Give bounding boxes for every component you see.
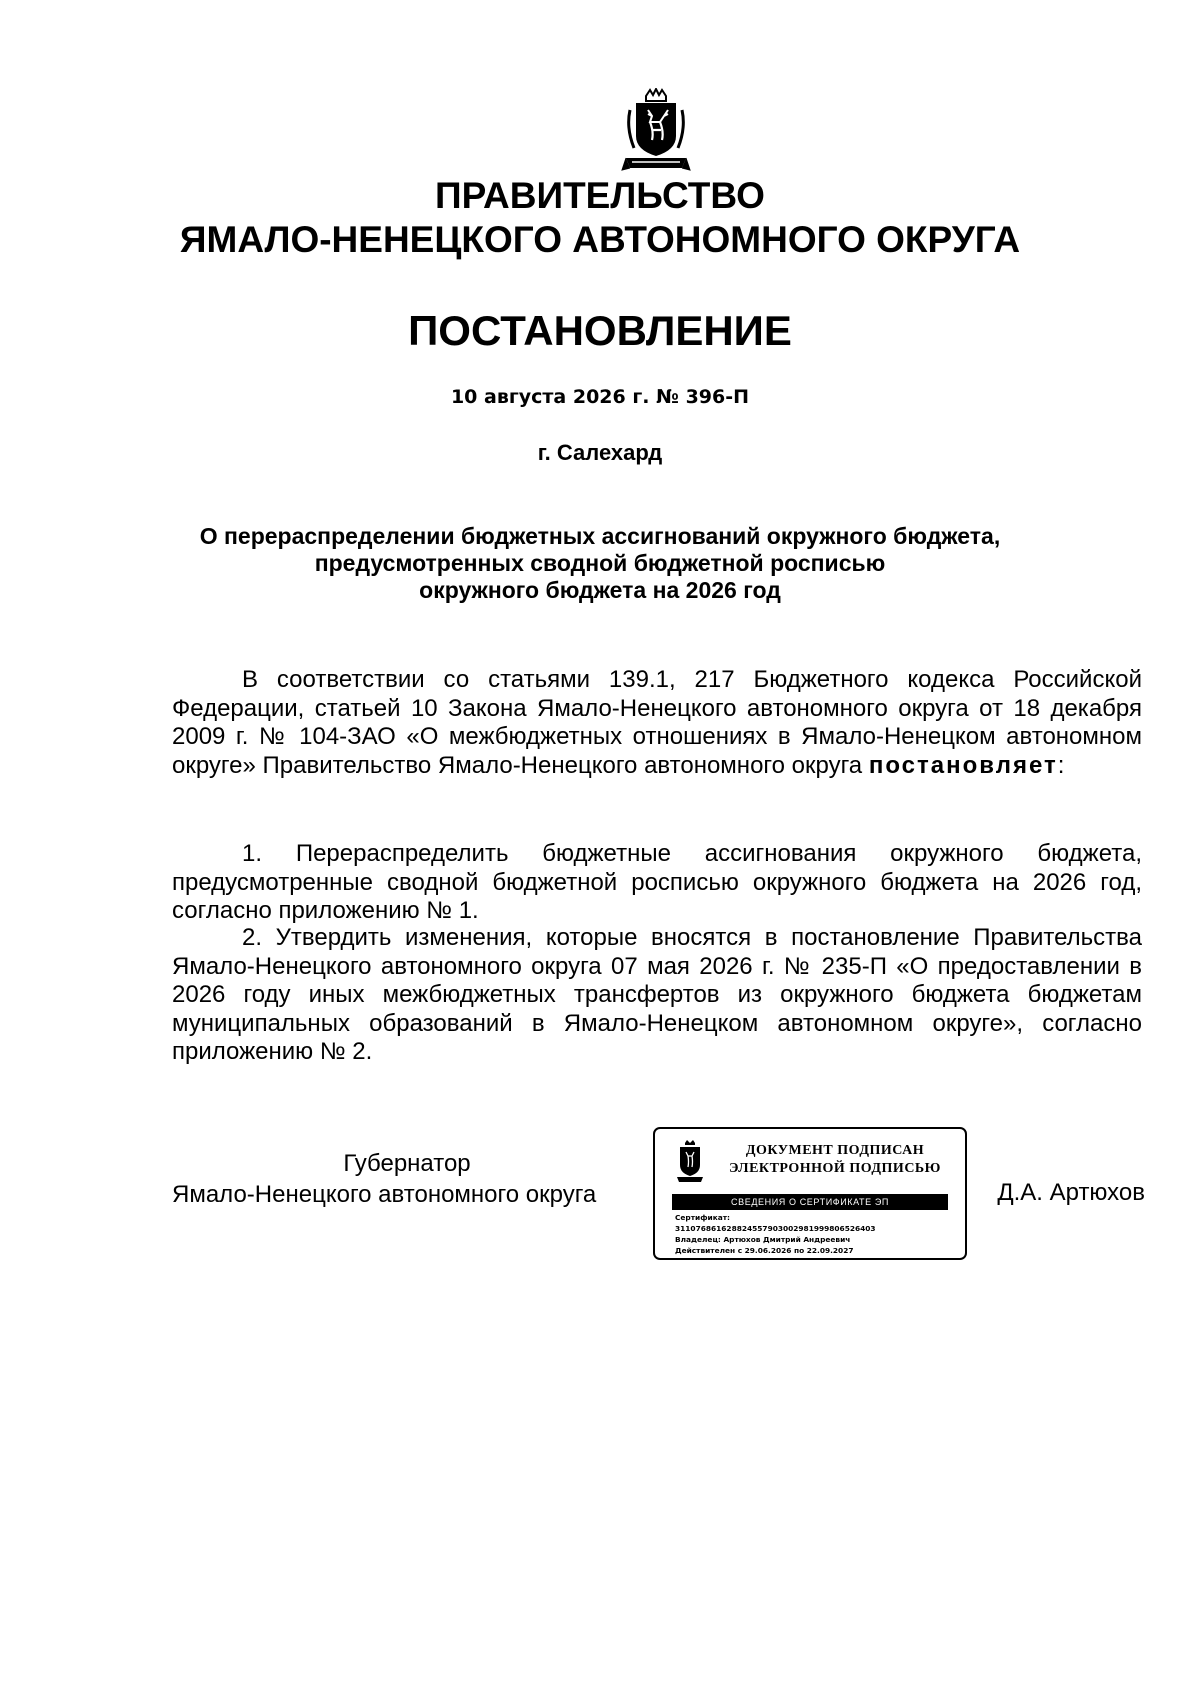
stamp-certificate-info bbox=[675, 1212, 960, 1256]
signatory-name: Д.А. Артюхов bbox=[997, 1179, 1145, 1206]
coat-of-arms-icon bbox=[620, 88, 692, 178]
preamble-paragraph bbox=[172, 666, 1142, 780]
stamp-certificate-bar: СВЕДЕНИЯ О СЕРТИФИКАТЕ ЭП bbox=[672, 1194, 948, 1210]
government-name-line1: ПРАВИТЕЛЬСТВО bbox=[435, 175, 765, 216]
signatory-position-line1: Губернатор bbox=[343, 1150, 471, 1177]
signatory-position-line2: Ямало-Ненецкого автономного округа bbox=[172, 1181, 597, 1208]
signatory-position bbox=[172, 1148, 642, 1210]
certificate-owner: Владелец: Артюхов Дмитрий Андреевич bbox=[675, 1235, 851, 1244]
stamp-title-line1: ДОКУМЕНТ ПОДПИСАН bbox=[745, 1143, 925, 1158]
resolution-item-1: 1. Перераспределить бюджетные ассигнования окружного бюджета, предусмотренные сводной бюджетной росписью окружного бюджета на 2026 год, согласно приложению № 1. bbox=[172, 840, 1142, 925]
document-subject bbox=[100, 523, 1100, 604]
preamble-text: В соответствии со статьями 139.1, 217 Бюджетного кодекса Российской Федерации, статьей 10 Закона Ямало-Ненецкого автономного округа от 18 декабря 2009 г. № 104-ЗАО «О межбюджетных отношениях в Ямало-Ненецком автономном округе» Правительство Ямало-Ненецкого автономного округа bbox=[172, 666, 1142, 779]
resolution-verb: постановляет bbox=[868, 751, 1058, 779]
subject-line: О перераспределении бюджетных ассигнований окружного бюджета, bbox=[199, 523, 1001, 549]
certificate-label: Сертификат: bbox=[675, 1213, 730, 1222]
certificate-number: 311076861628824557903002981999806526403 bbox=[675, 1224, 876, 1233]
stamp-title-line2: ЭЛЕКТРОННОЙ ПОДПИСЬЮ bbox=[729, 1161, 941, 1176]
certificate-validity: Действителен с 29.06.2026 по 22.09.2027 bbox=[675, 1246, 854, 1255]
subject-line: предусмотренных сводной бюджетной росписью bbox=[314, 550, 886, 576]
electronic-signature-stamp bbox=[653, 1127, 967, 1260]
resolution-item-2: 2. Утвердить изменения, которые вносятся в постановление Правительства Ямало-Ненецкого автономного округа 07 мая 2026 г. № 235-П «О предоставлении в 2026 году иных межбюджетных трансфертов из окружного бюджета бюджетам муниципальных образований в Ямало-Ненецком автономном округе», согласно приложению № 2. bbox=[172, 924, 1142, 1066]
document-type: ПОСТАНОВЛЕНИЕ bbox=[408, 307, 792, 354]
document-date-number: 10 августа 2026 г. № 396-П bbox=[450, 386, 750, 408]
stamp-title bbox=[715, 1142, 955, 1178]
preamble-colon: : bbox=[1057, 751, 1065, 779]
government-name-line2: ЯМАЛО-НЕНЕЦКОГО АВТОНОМНОГО ОКРУГА bbox=[179, 219, 1021, 260]
document-place: г. Салехард bbox=[537, 440, 663, 465]
coat-of-arms-icon bbox=[675, 1139, 705, 1183]
subject-line: окружного бюджета на 2026 год bbox=[419, 577, 781, 603]
